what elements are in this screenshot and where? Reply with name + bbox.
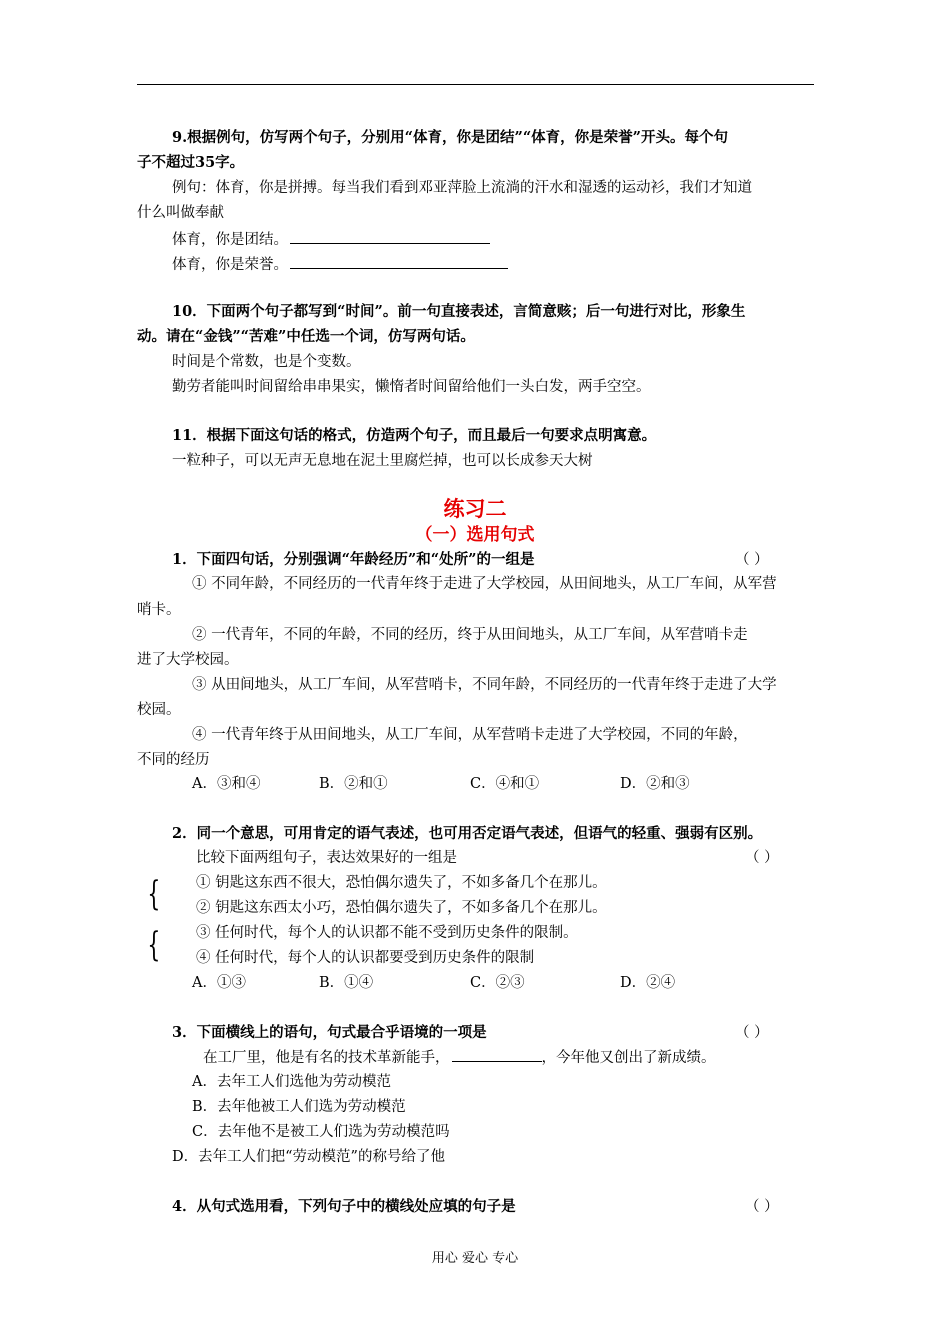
p3-context-before: 在工厂里，他是有名的技术革新能手， bbox=[203, 1050, 450, 1066]
p3-option-b: B．去年他被工人们选为劳动模范 bbox=[192, 1099, 406, 1115]
q9-stem-line2: 子不超过35字。 bbox=[137, 154, 245, 171]
p4-answer-paren: （ ） bbox=[745, 1199, 779, 1215]
q9-answer-unity-label: 体育，你是团结。 bbox=[172, 232, 288, 248]
page-footer: 用心 爱心 专心 bbox=[431, 1251, 519, 1266]
q9-answer-honor bbox=[172, 254, 508, 275]
section-title: 练习二 bbox=[443, 497, 507, 521]
p1-option2-line2: 进了大学校园。 bbox=[137, 652, 239, 668]
p1-option2-line1: ② 一代青年，不同的年龄，不同的经历，终于从田间地头，从工厂车间，从军营哨卡走 bbox=[192, 627, 748, 643]
header-rule bbox=[137, 84, 814, 85]
q9-example-line2: 什么叫做奉献 bbox=[137, 205, 224, 221]
p2-choice-b: B．①④ bbox=[319, 975, 374, 991]
p1-choice-b: B．②和① bbox=[319, 776, 388, 792]
p1-option3-line1: ③ 从田间地头，从工厂车间，从军营哨卡，不同年龄，不同经历的一代青年终于走进了大学 bbox=[192, 677, 777, 693]
p1-option3-line2: 校园。 bbox=[137, 702, 181, 718]
p3-context-blank[interactable] bbox=[452, 1047, 542, 1062]
p3-option-c: C．去年他不是被工人们选为劳动模范吗 bbox=[192, 1124, 450, 1140]
q10-sentence2: 勤劳者能叫时间留给串串果实，懒惰者时间留给他们一头白发，两手空空。 bbox=[172, 379, 651, 395]
p1-option1-line1: ① 不同年龄，不同经历的一代青年终于走进了大学校园，从田间地头，从工厂车间，从军营 bbox=[192, 576, 777, 592]
p2-group2-brace: { bbox=[147, 925, 161, 965]
p2-choice-c: C．②③ bbox=[470, 975, 525, 991]
p3-option-a: A．去年工人们选他为劳动模范 bbox=[192, 1074, 391, 1090]
p2-group1-brace: { bbox=[147, 874, 161, 914]
p1-choice-a: A．③和④ bbox=[192, 776, 261, 792]
q11-stem: 11．根据下面这句话的格式，仿造两个句子，而且最后一句要求点明寓意。 bbox=[172, 427, 657, 444]
q9-example-line1: 例句：体育，你是拼搏。每当我们看到邓亚萍脸上流淌的汗水和湿透的运动衫，我们才知道 bbox=[172, 180, 752, 196]
p1-choice-c: C．④和① bbox=[470, 776, 540, 792]
p1-answer-paren: （ ） bbox=[735, 552, 769, 568]
p2-option1: ① 钥匙这东西不很大，恐怕偶尔遗失了，不如多备几个在那儿。 bbox=[196, 875, 607, 891]
p1-option1-line2: 哨卡。 bbox=[137, 602, 181, 618]
p1-option4-line2: 不同的经历 bbox=[137, 752, 210, 768]
p3-answer-paren: （ ） bbox=[735, 1025, 769, 1041]
p1-stem: 1．下面四句话，分别强调“年龄经历”和“处所”的一组是 bbox=[172, 551, 535, 568]
q9-stem-line1: 9.根据例句，仿写两个句子，分别用“体育，你是团结”“体育，你是荣誉”开头。每个句 bbox=[172, 129, 728, 146]
p2-option4: ④ 任何时代，每个人的认识都要受到历史条件的限制 bbox=[196, 950, 535, 966]
q9-answer-honor-label: 体育，你是荣誉。 bbox=[172, 257, 288, 273]
p2-substem: 比较下面两组句子，表达效果好的一组是 bbox=[196, 850, 457, 866]
p3-context-after: ，今年他又创出了新成绩。 bbox=[541, 1050, 716, 1066]
p2-option3: ③ 任何时代，每个人的认识都不能不受到历史条件的限制。 bbox=[196, 925, 578, 941]
q11-sentence: 一粒种子，可以无声无息地在泥土里腐烂掉，也可以长成参天大树 bbox=[172, 453, 593, 469]
q10-stem-line2: 动。请在“金钱”“苦难”中任选一个词，仿写两句话。 bbox=[137, 328, 475, 345]
p1-choice-d: D．②和③ bbox=[620, 776, 690, 792]
p2-choice-d: D．②④ bbox=[620, 975, 676, 991]
q9-answer-honor-blank[interactable] bbox=[290, 254, 508, 269]
p2-stem: 2．同一个意思，可用肯定的语气表述，也可用否定语气表述，但语气的轻重、强弱有区别。 bbox=[172, 825, 763, 842]
p3-option-d: D．去年工人们把“劳动模范”的称号给了他 bbox=[172, 1149, 445, 1165]
p4-stem: 4．从句式选用看，下列句子中的横线处应填的句子是 bbox=[172, 1198, 516, 1215]
q10-stem-line1: 10．下面两个句子都写到“时间”。前一句直接表述，言简意赅；后一句进行对比，形象生 bbox=[172, 303, 746, 320]
p2-answer-paren: （ ） bbox=[745, 850, 779, 866]
q9-answer-unity-blank[interactable] bbox=[290, 229, 490, 244]
p3-context bbox=[203, 1047, 716, 1068]
q9-answer-unity bbox=[172, 229, 490, 250]
q10-sentence1: 时间是个常数，也是个变数。 bbox=[172, 354, 361, 370]
section-subtitle: （一）选用句式 bbox=[415, 525, 535, 545]
p2-choice-a: A．①③ bbox=[192, 975, 246, 991]
p1-option4-line1: ④ 一代青年终于从田间地头，从工厂车间，从军营哨卡走进了大学校园，不同的年龄， bbox=[192, 727, 748, 743]
p2-option2: ② 钥匙这东西太小巧，恐怕偶尔遗失了，不如多备几个在那儿。 bbox=[196, 900, 607, 916]
p3-stem: 3．下面横线上的语句，句式最合乎语境的一项是 bbox=[172, 1024, 487, 1041]
